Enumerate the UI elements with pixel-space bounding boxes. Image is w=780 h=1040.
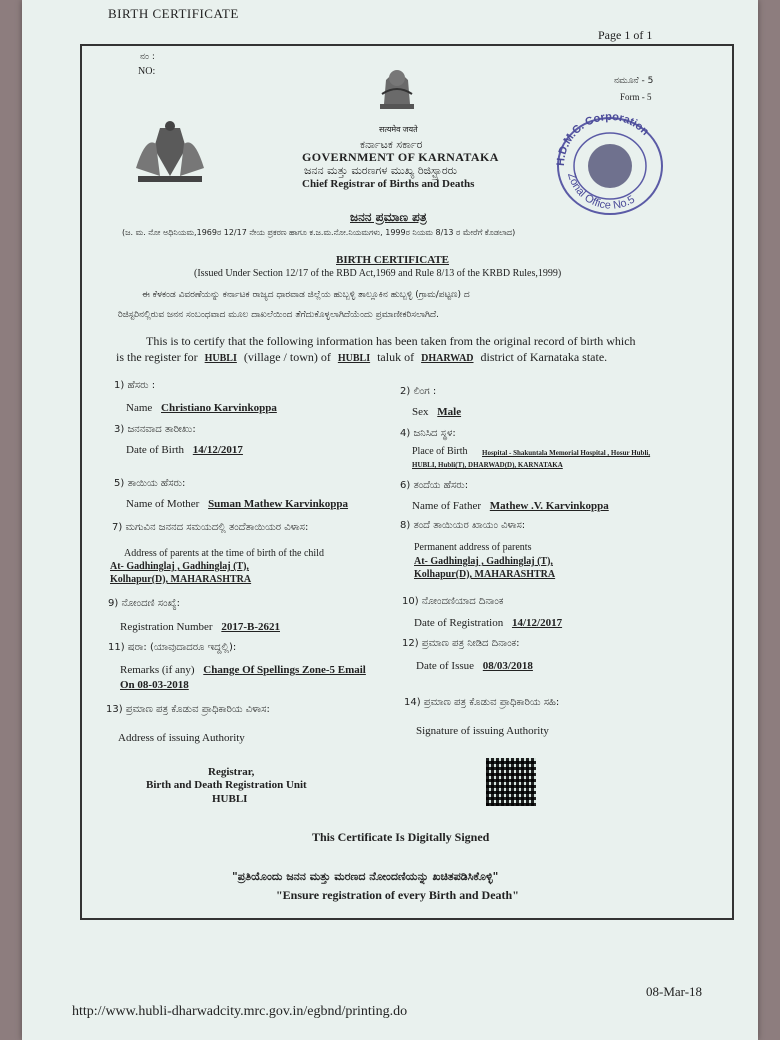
sex-row — [412, 406, 461, 418]
intro-kannada-2: ರಿಜಿಸ್ಟರಿನಲ್ಲಿರುವ ಜನನ ಸಂಬಂಧವಾದ ಮೂಲ ದಾಖಲೆಯಿಂದ ತೆಗೆದುಕೊಳ್ಳಲಾಗಿದೆಯೆಂದು ಪ್ರಮಾಣೀಕರಿಸಲಾಗಿದೆ. — [118, 310, 439, 320]
authority-line3: HUBLI — [212, 793, 248, 805]
field-12-label-kannada: 12) ಪ್ರಮಾಣ ಪತ್ರ ನೀಡಿದ ದಿನಾಂಕ: — [402, 638, 520, 649]
document-title: BIRTH CERTIFICATE — [108, 6, 239, 21]
pob-line1: Hospital - Shakuntala Memorial Hospital , Hosur Hubli, — [482, 449, 651, 457]
government-english: GOVERNMENT OF KARNATAKA — [302, 150, 499, 164]
address-birth-line2: Kolhapur(D), MAHARASHTRA — [110, 574, 252, 585]
authority-address-label: Address of issuing Authority — [118, 732, 245, 744]
registrar-english: Chief Registrar of Births and Deaths — [302, 178, 475, 190]
remarks-line1: Change Of Spellings Zone-5 Email — [203, 664, 366, 676]
name-row — [126, 402, 277, 414]
field-1-label-kannada: 1) ಹೆಸರು : — [114, 380, 156, 391]
act-kannada: (ಜ. ಮ. ನೋ ಅಧಿನಿಯಮ,1969ರ 12/17 ನೇಯ ಪ್ರಕರಣ ಹಾಗೂ ಕ.ಜ.ಮ.ನೋ.ನಿಯಮಗಳು, 1999ರ ನಿಯಮ 8/13 ರ ಮೇರೆಗೆ ಕೊಡಲಾದ) — [122, 228, 516, 237]
digitally-signed-note: This Certificate Is Digitally Signed — [312, 830, 490, 844]
sex-label: Sex — [412, 406, 429, 418]
stamp-text-top: H.D.M.C. Corporation — [554, 110, 652, 167]
father-value: Mathew .V. Karvinkoppa — [489, 500, 609, 512]
print-url[interactable]: http://www.hubli-dharwadcity.mrc.gov.in/egbnd/printing.do — [72, 1004, 408, 1019]
village-value: HUBLI — [204, 353, 237, 364]
field-14-label-kannada: 14) ಪ್ರಮಾಣ ಪತ್ರ ಕೊಡುವ ಪ್ರಾಧಿಕಾರಿಯ ಸಹಿ: — [404, 697, 560, 708]
national-emblem-icon — [372, 64, 422, 124]
emblem-caption: सत्यमेव जयते — [379, 125, 418, 134]
address-permanent-line1: At- Gadhinglaj , Gadhinglaj (T), — [414, 556, 553, 567]
field-2-label-kannada: 2) ಲಿಂಗ : — [400, 386, 437, 397]
name-label: Name — [126, 402, 153, 414]
pob-label: Place of Birth — [412, 446, 468, 457]
sex-value: Male — [437, 406, 462, 418]
certificate-paper — [22, 0, 758, 1040]
authority-line1: Registrar, — [208, 766, 255, 778]
field-5-label-kannada: 5) ತಾಯಿಯ ಹೆಸರು: — [114, 478, 186, 489]
regno-row — [120, 621, 280, 633]
remarks-line2: On 08-03-2018 — [120, 679, 189, 691]
karnataka-emblem-icon — [130, 118, 210, 184]
registrar-kannada: ಜನನ ಮತ್ತು ಮರಣಗಳ ಮುಖ್ಯ ರಿಜಿಸ್ಟ್ರಾರರು — [304, 164, 458, 177]
certificate-title-english: BIRTH CERTIFICATE — [336, 254, 450, 266]
field-9-label-kannada: 9) ನೋಂದಣಿ ಸಂಖ್ಯೆ: — [108, 598, 180, 609]
certify-mid2: taluk of — [377, 350, 415, 364]
dob-label: Date of Birth — [126, 444, 185, 456]
slogan-english: "Ensure registration of every Birth and Death" — [276, 888, 519, 902]
pob-line2: HUBLI, Hubli(T), DHARWAD(D), KARNATAKA — [412, 461, 563, 469]
regno-label: Registration Number — [120, 621, 213, 633]
certify-location — [116, 350, 607, 365]
district-value: DHARWAD — [421, 353, 474, 364]
corporation-stamp-icon — [550, 108, 670, 218]
issue-label: Date of Issue — [416, 660, 475, 672]
father-label: Name of Father — [412, 500, 482, 512]
remarks-row — [120, 664, 366, 676]
certify-mid1: (village / town) of — [243, 350, 331, 364]
mother-label: Name of Mother — [126, 498, 200, 510]
stamp-text-bottom: Zonal Office No.5 — [564, 171, 637, 212]
address-permanent-line2: Kolhapur(D), MAHARASHTRA — [414, 569, 556, 580]
regno-value: 2017-B-2621 — [221, 621, 280, 633]
regdate-value: 14/12/2017 — [511, 617, 563, 629]
form-number: Form - 5 — [620, 92, 652, 102]
taluk-value: HUBLI — [337, 353, 371, 364]
slogan-kannada: "ಪ್ರತಿಯೊಂದು ಜನನ ಮತ್ತು ಮರಣದ ನೋಂದಣಿಯನ್ನು ಖಚಿತಪಡಿಸಿಕೊಳ್ಳಿ" — [232, 870, 499, 883]
certify-statement: This is to certify that the following information has been taken from the original record of birth which — [146, 334, 636, 348]
address-birth-label: Address of parents at the time of birth of the child — [124, 548, 324, 559]
name-value: Christiano Karvinkoppa — [161, 402, 277, 414]
signature-label: Signature of issuing Authority — [416, 725, 549, 737]
certify-end: district of Karnataka state. — [480, 350, 608, 364]
form-number-kannada: ನಮೂನೆ - 5 — [614, 76, 654, 86]
government-kannada: ಕರ್ನಾಟಕ ಸರ್ಕಾರ — [360, 138, 423, 151]
issue-row — [416, 660, 533, 672]
number-label: NO: — [138, 66, 156, 77]
number-label-kannada: ನಂ : — [140, 52, 155, 62]
dob-row — [126, 444, 243, 456]
mother-row — [126, 498, 348, 510]
field-4-label-kannada: 4) ಜನಿಸಿದ ಸ್ಥಳ: — [400, 428, 456, 439]
mother-value: Suman Mathew Karvinkoppa — [208, 498, 349, 510]
dob-value: 14/12/2017 — [192, 444, 243, 456]
field-10-label-kannada: 10) ನೋಂದಣಿಯಾದ ದಿನಾಂಕ — [402, 596, 504, 607]
field-6-label-kannada: 6) ತಂದೆಯ ಹೆಸರು: — [400, 480, 469, 491]
certificate-title-kannada: ಜನನ ಪ್ರಮಾಣ ಪತ್ರ — [350, 210, 427, 224]
remarks-label: Remarks (if any) — [120, 664, 195, 676]
field-8-label-kannada: 8) ತಂದೆ ತಾಯಿಯರ ಖಾಯಂ ವಿಳಾಸ: — [400, 520, 526, 531]
father-row — [412, 500, 609, 512]
field-13-label-kannada: 13) ಪ್ರಮಾಣ ಪತ್ರ ಕೊಡುವ ಪ್ರಾಧಿಕಾರಿಯ ವಿಳಾಸ: — [106, 704, 270, 715]
field-11-label-kannada: 11) ಷರಾ: (ಯಾವುದಾದರೂ ಇದ್ದಲ್ಲಿ): — [108, 642, 237, 653]
address-birth-line1: At- Gadhinglaj , Gadhinglaj (T), — [110, 561, 249, 572]
field-3-label-kannada: 3) ಜನನವಾದ ತಾರೀಖು: — [114, 424, 196, 435]
regdate-row — [414, 617, 562, 629]
regdate-label: Date of Registration — [414, 617, 504, 629]
intro-kannada-1: ಈ ಕೆಳಕಂಡ ವಿವರಣೆಯನ್ನು ಕರ್ನಾಟಕ ರಾಜ್ಯದ ಧಾರವಾಡ ಜಿಲ್ಲೆಯ ಹುಬ್ಬಳ್ಳಿ ತಾಲ್ಲೂಕಿನ ಹುಬ್ಬಳ್ಳಿ (ಗ್ರಾಮ/ಪಟ್ಟಣ) ದ — [142, 290, 470, 300]
qr-code[interactable] — [486, 758, 536, 806]
certify-pre: is the register for — [116, 350, 198, 364]
issue-value: 08/03/2018 — [482, 660, 533, 672]
act-english: (Issued Under Section 12/17 of the RBD Act,1969 and Rule 8/13 of the KRBD Rules,1999) — [194, 268, 562, 279]
authority-line2: Birth and Death Registration Unit — [146, 779, 307, 791]
field-7-label-kannada: 7) ಮಗುವಿನ ಜನನದ ಸಮಯದಲ್ಲಿ ತಂದೆತಾಯಿಯರ ವಿಳಾಸ: — [112, 522, 309, 533]
address-permanent-label: Permanent address of parents — [414, 542, 532, 553]
page-info: Page 1 of 1 — [598, 28, 653, 42]
print-date: 08-Mar-18 — [646, 984, 703, 999]
